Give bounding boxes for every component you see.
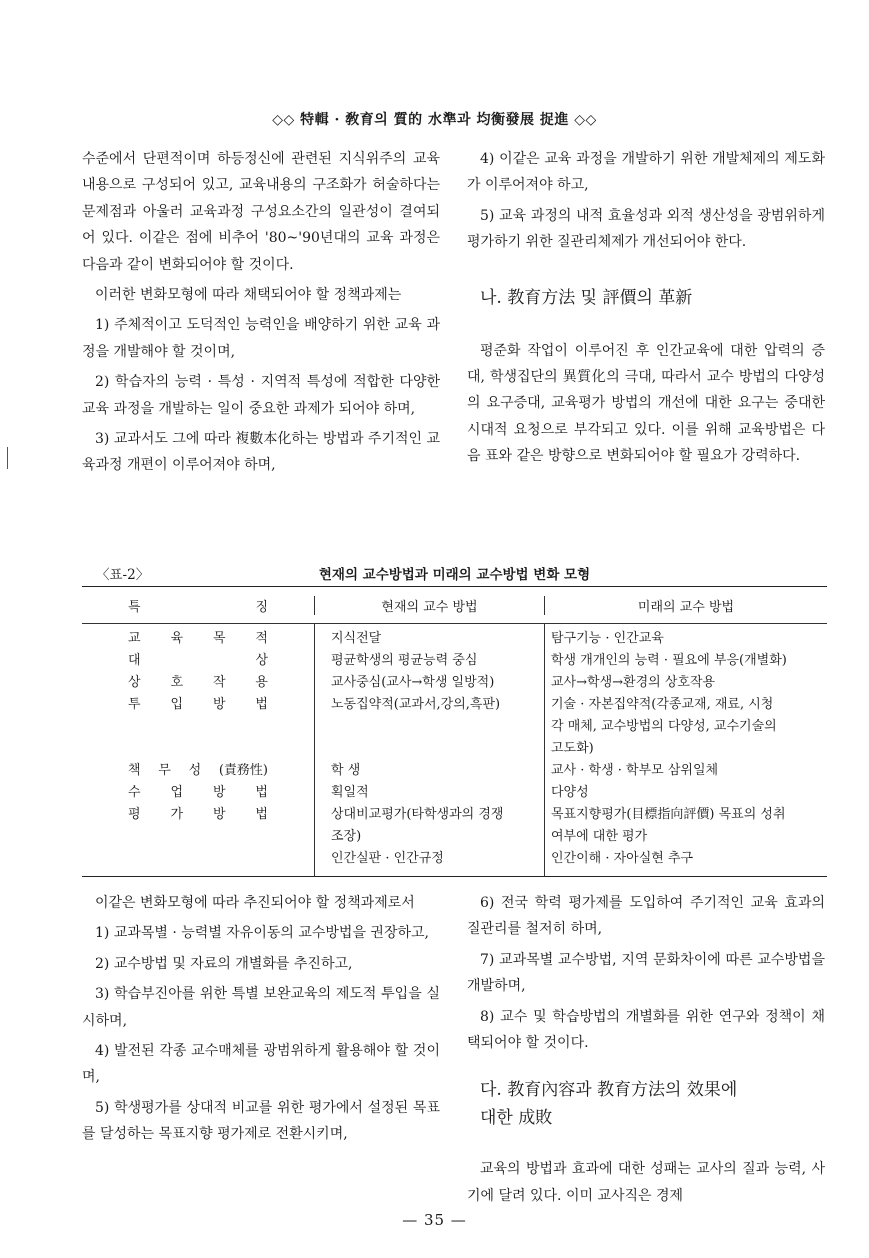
feature-char: 교 — [128, 631, 141, 646]
feature-char: 목 — [212, 631, 226, 646]
current-cell: 상대비교평가(타학생과의 경쟁 — [331, 807, 504, 822]
feature-char: (責務性) — [218, 763, 268, 778]
feature-row — [128, 650, 268, 672]
section-heading-continued: 대한 成敗 — [480, 1108, 553, 1129]
header-feature-char: 특 — [128, 599, 141, 615]
feature-row — [128, 760, 268, 782]
future-cell: 탐구기능 · 인간교육 — [551, 631, 664, 646]
feature-char: 업 — [170, 785, 184, 800]
section-heading: 다. 教育內容과 教育方法의 效果에 — [480, 1080, 738, 1101]
paragraph: 3) 학습부진아를 위한 특별 보완교육의 제도적 투입을 실시하며, — [82, 986, 440, 1029]
row-spacer — [331, 716, 544, 760]
feature-char: 법 — [255, 697, 268, 712]
future-cell: 인간이해 · 자아실현 추구 — [551, 851, 694, 866]
feature-row — [128, 672, 268, 694]
paragraph: 4) 발전된 각종 교수매체를 광범위하게 활용해야 할 것이며, — [82, 1043, 440, 1086]
current-column — [314, 624, 544, 876]
future-cell: 고도화) — [551, 741, 594, 756]
table-title: 현재의 교수방법과 미래의 교수방법 변화 모형 — [318, 567, 591, 583]
feature-char: 법 — [255, 785, 268, 800]
feature-row — [128, 628, 268, 650]
paragraph: 2) 교수방법 및 자료의 개별화를 추진하고, — [95, 955, 353, 972]
paragraph: 6) 전국 학력 평가제를 도입하여 주기적인 교육 효과의 질관리를 철저히 하며, — [467, 895, 825, 938]
feature-row — [128, 694, 268, 716]
current-cell: 평균학생의 평균능력 중심 — [331, 653, 478, 668]
lower-right-column — [467, 890, 825, 1209]
comparison-table — [82, 586, 827, 877]
running-title: ◇◇ 特輯 · 敎育의 質的 水準과 均衡發展 捉進 ◇◇ — [272, 112, 597, 128]
margin-mark — [7, 447, 8, 469]
feature-char: 입 — [170, 697, 184, 712]
feature-char: 투 — [128, 697, 141, 712]
paragraph: 교육의 방법과 효과에 대한 성패는 교사의 질과 능력, 사기에 달려 있다. 이미 교사직은 경제 — [467, 1161, 825, 1204]
future-cell: 각 매체, 교수방법의 다양성, 교수기술의 — [551, 719, 777, 734]
table-label: 〈표-2〉 — [96, 567, 150, 583]
feature-char: 방 — [212, 697, 226, 712]
feature-char: 상 — [255, 653, 268, 668]
paragraph: 5) 교육 과정의 내적 효율성과 외적 생산성을 광범위하게 평가하기 위한 질관리체제가 개선되어야 한다. — [467, 207, 825, 251]
current-cell: 지식전달 — [331, 631, 382, 646]
future-cell: 기술 · 자본집약적(각종교재, 재료, 시청 — [551, 697, 774, 712]
current-cell: 노동집약적(교과서,강의,흑판) — [331, 697, 501, 712]
paragraph: 7) 교과목별 교수방법, 지역 문화차이에 따른 교수방법을 개발하며, — [467, 951, 825, 995]
paragraph: 1) 교과목별 · 능력별 자유이동의 교수방법을 권장하고, — [95, 925, 429, 942]
paragraph: 이같은 변화모형에 따라 추진되어야 할 정책과제로서 — [95, 895, 415, 911]
feature-char: 무 — [158, 763, 171, 778]
feature-char: 호 — [170, 675, 184, 690]
header-current: 현재의 교수 방법 — [314, 596, 544, 615]
paragraph: 5) 학생평가를 상대적 비교를 위한 평가에서 설정된 목표를 달성하는 목표지향 평가제로 전환시키며, — [82, 1099, 440, 1143]
header-feature-char: 징 — [255, 599, 268, 615]
feature-column — [82, 624, 314, 876]
future-cell: 학생 개개인의 능력 · 필요에 부응(개별화) — [551, 653, 787, 668]
paragraph: 3) 교과서도 그에 따라 複數本化하는 방법과 주기적인 교육과정 개편이 이루어져야 하며, — [82, 431, 440, 474]
feature-char: 방 — [212, 807, 226, 822]
feature-char: 방 — [212, 785, 226, 800]
paragraph: 평준화 작업이 이루어진 후 인간교육에 대한 압력의 증대, 학생집단의 異質化의 극대, 따라서 교수 방법의 다양성의 요구증대, 교육평가 방법의 개선에 대한 요구는 중대한 시대적 요청으로 부각되고 있다. 이를 위해 교육방법은 다음 표와 같은 방향으로 변화되어야 할 필요가 강력하다. — [467, 342, 825, 465]
upper-left-column — [82, 146, 440, 479]
header-feature — [82, 596, 314, 615]
future-cell: 다양성 — [551, 785, 589, 800]
paragraph: 4) 이같은 교육 과정을 개발하기 위한 개발체제의 제도화가 이루어져야 하고, — [467, 151, 825, 194]
feature-char: 가 — [170, 807, 184, 822]
feature-char: 상 — [128, 675, 141, 690]
feature-row — [128, 782, 268, 804]
paragraph: 1) 주체적이고 도덕적인 능력인을 배양하기 위한 교육 과정을 개발해야 할 것이며, — [82, 317, 440, 360]
feature-char: 수 — [128, 785, 141, 800]
header-future: 미래의 교수 방법 — [544, 596, 827, 615]
feature-char: 용 — [255, 675, 268, 690]
row-spacer — [128, 716, 268, 760]
feature-char: 작 — [212, 675, 226, 690]
paragraph: 수준에서 단편적이며 하등정신에 관련된 지식위주의 교육내용으로 구성되어 있고, 교육내용의 구조화가 허술하다는 문제점과 아울러 교육과정 구성요소간의 일관성이 결여되어 있다. 이같은 점에 비추어 '80~'90년대의 교육 과정은 다음과 같이 변화되어야 할 것이다. — [82, 151, 440, 273]
upper-right-column — [467, 146, 825, 470]
current-cell: 조장) — [331, 829, 362, 844]
feature-char: 성 — [188, 763, 202, 778]
page-number: — 35 — — [402, 1211, 467, 1229]
section-heading: 나. 教育方法 및 評價의 革新 — [480, 287, 693, 308]
future-column — [544, 624, 827, 876]
feature-char: 평 — [128, 807, 141, 822]
future-cell: 교사→학생→환경의 상호작용 — [551, 675, 716, 690]
paragraph: 8) 교수 및 학습방법의 개별화를 위한 연구와 정책이 채택되어야 할 것이다. — [467, 1008, 825, 1052]
feature-char: 책 — [128, 763, 141, 778]
future-cell: 여부에 대한 평가 — [551, 829, 648, 844]
paragraph: 2) 학습자의 능력 · 특성 · 지역적 특성에 적합한 다양한 교육 과정을 개발하는 일이 중요한 과제가 되어야 하며, — [82, 374, 440, 417]
lower-left-column — [82, 890, 440, 1148]
feature-char: 적 — [255, 631, 268, 646]
feature-char: 법 — [255, 807, 268, 822]
table-body — [82, 624, 827, 876]
paragraph: 이러한 변화모형에 따라 채택되어야 할 정책과제는 — [95, 287, 402, 304]
feature-char: 육 — [170, 631, 184, 646]
future-cell: 목표지향평가(目標指向評價) 목표의 성취 — [551, 807, 786, 822]
current-cell: 획일적 — [331, 785, 369, 800]
table-header-row — [82, 587, 827, 624]
future-cell: 교사 · 학생 · 학부모 삼위일체 — [551, 763, 719, 778]
current-cell: 인간실판 · 인간규정 — [331, 851, 444, 866]
feature-char: 대 — [128, 653, 141, 668]
current-cell: 교사중심(교사→학생 일방적) — [331, 675, 495, 690]
current-cell: 학 생 — [331, 763, 361, 778]
feature-row — [128, 804, 268, 826]
